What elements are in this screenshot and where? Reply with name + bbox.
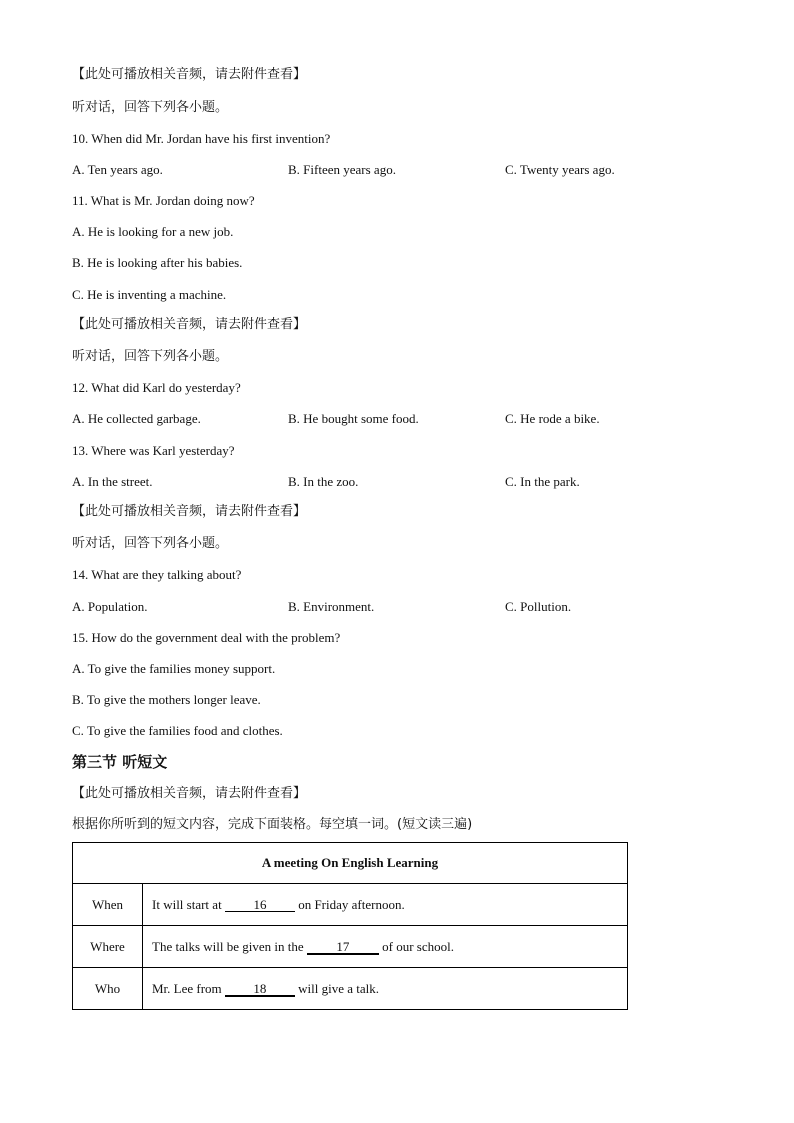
question-11-option-a: A. He is looking for a new job. xyxy=(72,224,234,239)
question-13-option-c: C. In the park. xyxy=(505,474,580,489)
audio-note: 【此处可播放相关音频，请去附件查看】 xyxy=(72,317,307,332)
question-10-option-a: A. Ten years ago. xyxy=(72,162,163,177)
audio-note: 【此处可播放相关音频，请去附件查看】 xyxy=(72,504,307,519)
question-12-option-c: C. He rode a bike. xyxy=(505,411,600,426)
question-12-option-b: B. He bought some food. xyxy=(288,411,419,426)
table-row xyxy=(73,884,628,926)
question-15-option-c: C. To give the families food and clothes. xyxy=(72,723,283,738)
question-15-stem: 15. How do the government deal with the problem? xyxy=(72,630,341,645)
question-11-stem: 11. What is Mr. Jordan doing now? xyxy=(72,193,255,208)
question-10-stem: 10. When did Mr. Jordan have his first invention? xyxy=(72,131,331,146)
row-content-where xyxy=(143,926,628,968)
text-before-blank: The talks will be given in the xyxy=(152,938,307,954)
dialogue-instruction: 听对话，回答下列各小题。 xyxy=(72,536,229,551)
row-label-where: Where xyxy=(73,926,143,968)
question-14-option-c: C. Pollution. xyxy=(505,599,572,614)
question-15-option-b: B. To give the mothers longer leave. xyxy=(72,692,261,707)
question-12-stem: 12. What did Karl do yesterday? xyxy=(72,380,241,395)
dialogue-instruction: 听对话，回答下列各小题。 xyxy=(72,349,229,364)
question-10-option-b: B. Fifteen years ago. xyxy=(288,162,396,177)
text-after-blank: will give a talk. xyxy=(294,980,380,996)
table-title: A meeting On English Learning xyxy=(73,843,628,884)
text-after-blank: of our school. xyxy=(378,938,454,954)
question-13-option-b: B. In the zoo. xyxy=(288,474,359,489)
question-11-option-b: B. He is looking after his babies. xyxy=(72,255,243,270)
table-row xyxy=(73,968,628,1010)
question-11-option-c: C. He is inventing a machine. xyxy=(72,287,227,302)
section-3-heading: 第三节 听短文 xyxy=(72,753,168,771)
question-12-option-a: A. He collected garbage. xyxy=(72,411,201,426)
row-label-when: When xyxy=(73,884,143,926)
section-3-instruction: 根据你所听到的短文内容，完成下面装格。每空填一词。(短文读三遍) xyxy=(72,817,473,832)
text-before-blank: Mr. Lee from xyxy=(152,980,225,996)
question-15-option-a: A. To give the families money support. xyxy=(72,661,276,676)
text-before-blank: It will start at xyxy=(152,896,225,912)
question-14-stem: 14. What are they talking about? xyxy=(72,567,242,582)
dialogue-instruction: 听对话，回答下列各小题。 xyxy=(72,100,229,115)
question-14-option-b: B. Environment. xyxy=(288,599,375,614)
info-table xyxy=(72,842,628,1010)
question-10-option-c: C. Twenty years ago. xyxy=(505,162,615,177)
text-after-blank: on Friday afternoon. xyxy=(294,896,405,912)
answer-blank-18[interactable]: 18 xyxy=(225,982,295,997)
audio-note: 【此处可播放相关音频，请去附件查看】 xyxy=(72,786,307,801)
answer-blank-17[interactable]: 17 xyxy=(307,940,379,955)
row-label-who: Who xyxy=(73,968,143,1010)
row-content-when xyxy=(143,884,628,926)
audio-note: 【此处可播放相关音频，请去附件查看】 xyxy=(72,67,307,82)
answer-blank-16[interactable]: 16 xyxy=(225,898,295,912)
row-content-who xyxy=(143,968,628,1010)
table-title-row xyxy=(73,843,628,884)
question-13-option-a: A. In the street. xyxy=(72,474,153,489)
table-row xyxy=(73,926,628,968)
question-13-stem: 13. Where was Karl yesterday? xyxy=(72,443,235,458)
question-14-option-a: A. Population. xyxy=(72,599,148,614)
